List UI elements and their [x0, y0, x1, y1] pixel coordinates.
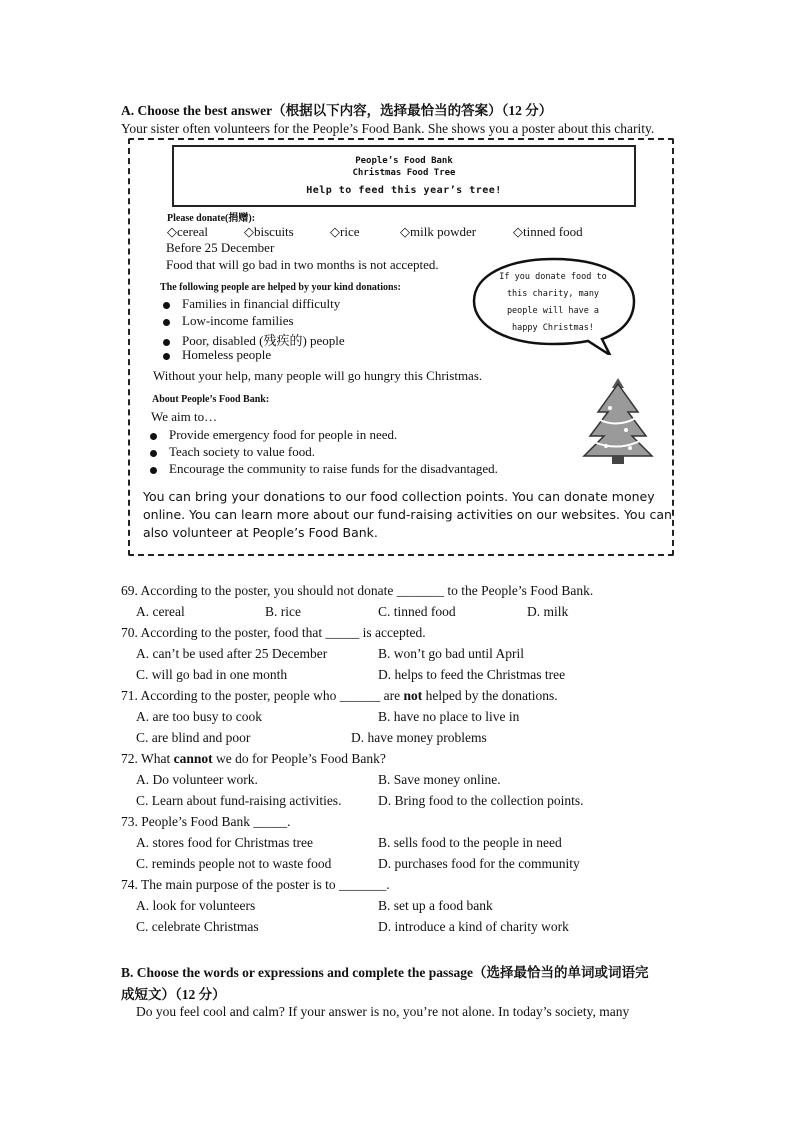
bottom-line-2: online. You can learn more about our fund-raising activities on our websites. You can — [143, 507, 672, 522]
option: D. helps to feed the Christmas tree — [378, 667, 566, 682]
option: C. will go bad in one month — [136, 667, 288, 682]
aim-intro: We aim to… — [151, 409, 218, 424]
option: C. Learn about fund-raising activities. — [136, 793, 342, 808]
option: B. have no place to live in — [378, 709, 520, 724]
option: D. milk — [527, 604, 569, 619]
question-71: 71. According to the poster, people who ______ are not helped by the donations. — [121, 688, 558, 703]
aim-item: Teach society to value food. — [150, 444, 315, 460]
donate-heading: Please donate(捐赠): — [167, 213, 256, 224]
question-74: 74. The main purpose of the poster is to _______. — [121, 877, 390, 892]
option: B. rice — [265, 604, 301, 619]
option: C. are blind and poor — [136, 730, 251, 745]
option: A. are too busy to cook — [136, 709, 262, 724]
before-date: Before 25 December — [166, 240, 275, 255]
bullet-icon — [163, 353, 170, 360]
option: B. sells food to the people in need — [378, 835, 562, 850]
donate-item: ◇tinned food — [513, 224, 583, 239]
bullet-icon — [163, 302, 170, 309]
bottom-line-3: also volunteer at People’s Food Bank. — [143, 525, 378, 540]
option: C. tinned food — [378, 604, 456, 619]
poster-title-1: People’s Food Bank — [355, 156, 453, 166]
question-72: 72. What cannot we do for People’s Food Bank? — [121, 751, 386, 766]
not-accepted-note: Food that will go bad in two months is not accepted. — [166, 257, 439, 272]
section-b-heading-line-1: B. Choose the words or expressions and complete the passage（选择最恰当的单词或词语完 — [121, 965, 649, 980]
bullet-icon — [150, 450, 157, 457]
bullet-icon — [150, 433, 157, 440]
section-a-heading: A. Choose the best answer（根据以下内容，选择最恰当的答案）（12 分） — [121, 103, 553, 118]
bottom-line-1: You can bring your donations to our food collection points. You can donate money — [143, 489, 655, 504]
question-69: 69. According to the poster, you should not donate _______ to the People’s Food Bank. — [121, 583, 594, 598]
section-b-passage: Do you feel cool and calm? If your answer is no, you’re not alone. In today’s society, many — [136, 1004, 630, 1019]
aim-item: Encourage the community to raise funds for the disadvantaged. — [150, 461, 498, 477]
question-70: 70. According to the poster, food that _____ is accepted. — [121, 625, 426, 640]
bubble-text: If you donate food to this charity, many people will have a happy Christmas! — [499, 272, 607, 333]
option: D. have money problems — [351, 730, 487, 745]
question-73: 73. People’s Food Bank _____. — [121, 814, 291, 829]
helped-item: Low-income families — [163, 313, 294, 329]
option: C. reminds people not to waste food — [136, 856, 332, 871]
option: B. set up a food bank — [378, 898, 493, 913]
poster-title-3: Help to feed this year’s tree! — [306, 185, 502, 196]
option: A. Do volunteer work. — [136, 772, 258, 787]
option: A. stores food for Christmas tree — [136, 835, 313, 850]
donate-item: ◇rice — [330, 224, 360, 239]
helped-item: Poor, disabled (残疾的) people — [163, 330, 345, 349]
bullet-icon — [150, 467, 157, 474]
section-b-heading-line-2: 成短文）（12 分） — [121, 987, 226, 1002]
option: D. purchases food for the community — [378, 856, 580, 871]
donate-item: ◇milk powder — [400, 224, 477, 239]
aim-item: Provide emergency food for people in need. — [150, 427, 397, 443]
bullet-icon — [163, 339, 170, 346]
option: C. celebrate Christmas — [136, 919, 259, 934]
donate-item: ◇biscuits — [244, 224, 294, 239]
poster-title-2: Christmas Food Tree — [352, 168, 456, 178]
section-a-intro: Your sister often volunteers for the People’s Food Bank. She shows you a poster about this charity. — [121, 121, 655, 136]
option: A. look for volunteers — [136, 898, 256, 913]
option: D. introduce a kind of charity work — [378, 919, 569, 934]
option: D. Bring food to the collection points. — [378, 793, 584, 808]
about-heading: About People’s Food Bank: — [152, 394, 270, 405]
donate-item: ◇cereal — [167, 224, 209, 239]
christmas-tree-icon — [580, 374, 656, 466]
poster-title-box — [172, 145, 636, 207]
option: B. won’t go bad until April — [378, 646, 525, 661]
option: A. can’t be used after 25 December — [136, 646, 328, 661]
helped-heading: The following people are helped by your kind donations: — [160, 282, 401, 293]
without-help-text: Without your help, many people will go hungry this Christmas. — [153, 368, 483, 383]
option: B. Save money online. — [378, 772, 501, 787]
bullet-icon — [163, 319, 170, 326]
helped-item: Homeless people — [163, 347, 271, 363]
option: A. cereal — [136, 604, 185, 619]
helped-item: Families in financial difficulty — [163, 296, 340, 312]
